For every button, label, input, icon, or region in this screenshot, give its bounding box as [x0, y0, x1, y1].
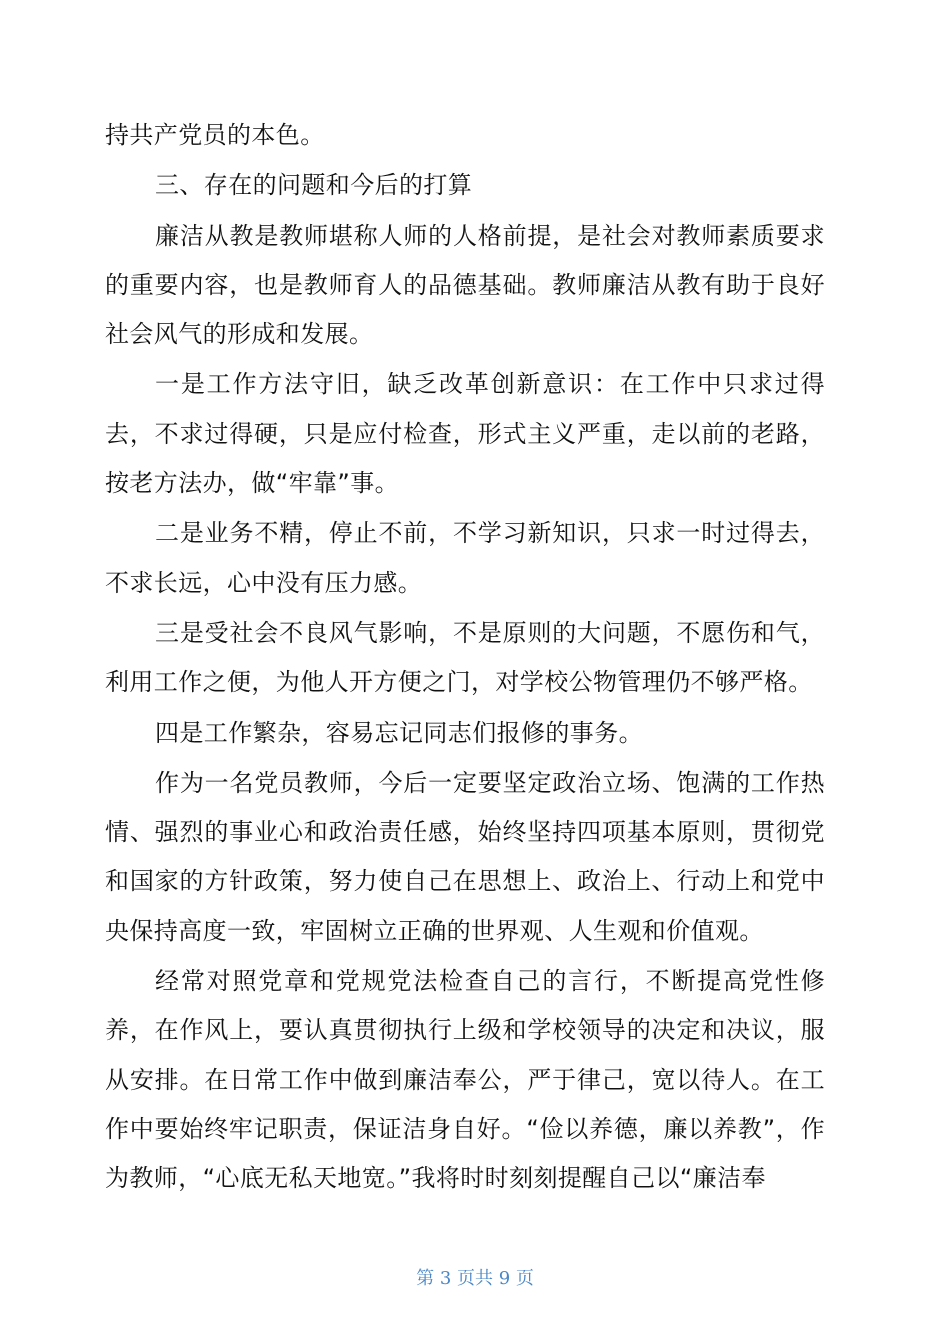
page-number-footer: 第 3 页共 9 页	[416, 1268, 534, 1289]
paragraph: 三是受社会不良风气影响，不是原则的大问题，不愿伤和气，利用工作之便，为他人开方便之门，对学校公物管理仍不够严格。	[105, 618, 825, 697]
paragraph: 作为一名党员教师，今后一定要坚定政治立场、饱满的工作热情、强烈的事业心和政治责任感，始终坚持四项基本原则，贯彻党和国家的方针政策，努力使自己在思想上、政治上、行动上和党中央保持高度一致，牢固树立正确的世界观、人生观和价值观。	[105, 768, 825, 945]
section-heading: 三、存在的问题和今后的打算	[155, 171, 473, 200]
document-body	[105, 111, 825, 1205]
paragraph: 廉洁从教是教师堪称人师的人格前提，是社会对教师素质要求的重要内容，也是教师育人的品德基础。教师廉洁从教有助于良好社会风气的形成和发展。	[105, 221, 825, 349]
paragraph: 经常对照党章和党规党法检查自己的言行，不断提高党性修养，在作风上，要认真贯彻执行上级和学校领导的决定和决议，服从安排。在日常工作中做到廉洁奉公，严于律己，宽以待人。在工作中要始终牢记职责，保证洁身自好。“俭以养德，廉以养教”，作为教师，“心底无私天地宽。”我将时时刻刻提醒自己以“廉洁奉	[105, 967, 825, 1193]
paragraph: 一是工作方法守旧，缺乏改革创新意识：在工作中只求过得去，不求过得硬，只是应付检查，形式主义严重，走以前的老路，按老方法办，做“牢靠”事。	[105, 370, 825, 498]
paragraph: 四是工作繁杂，容易忘记同志们报修的事务。	[155, 718, 643, 747]
paragraph-continuation: 持共产党员的本色。	[105, 121, 325, 149]
paragraph: 二是业务不精，停止不前，不学习新知识，只求一时过得去，不求长远，心中没有压力感。	[105, 519, 825, 597]
